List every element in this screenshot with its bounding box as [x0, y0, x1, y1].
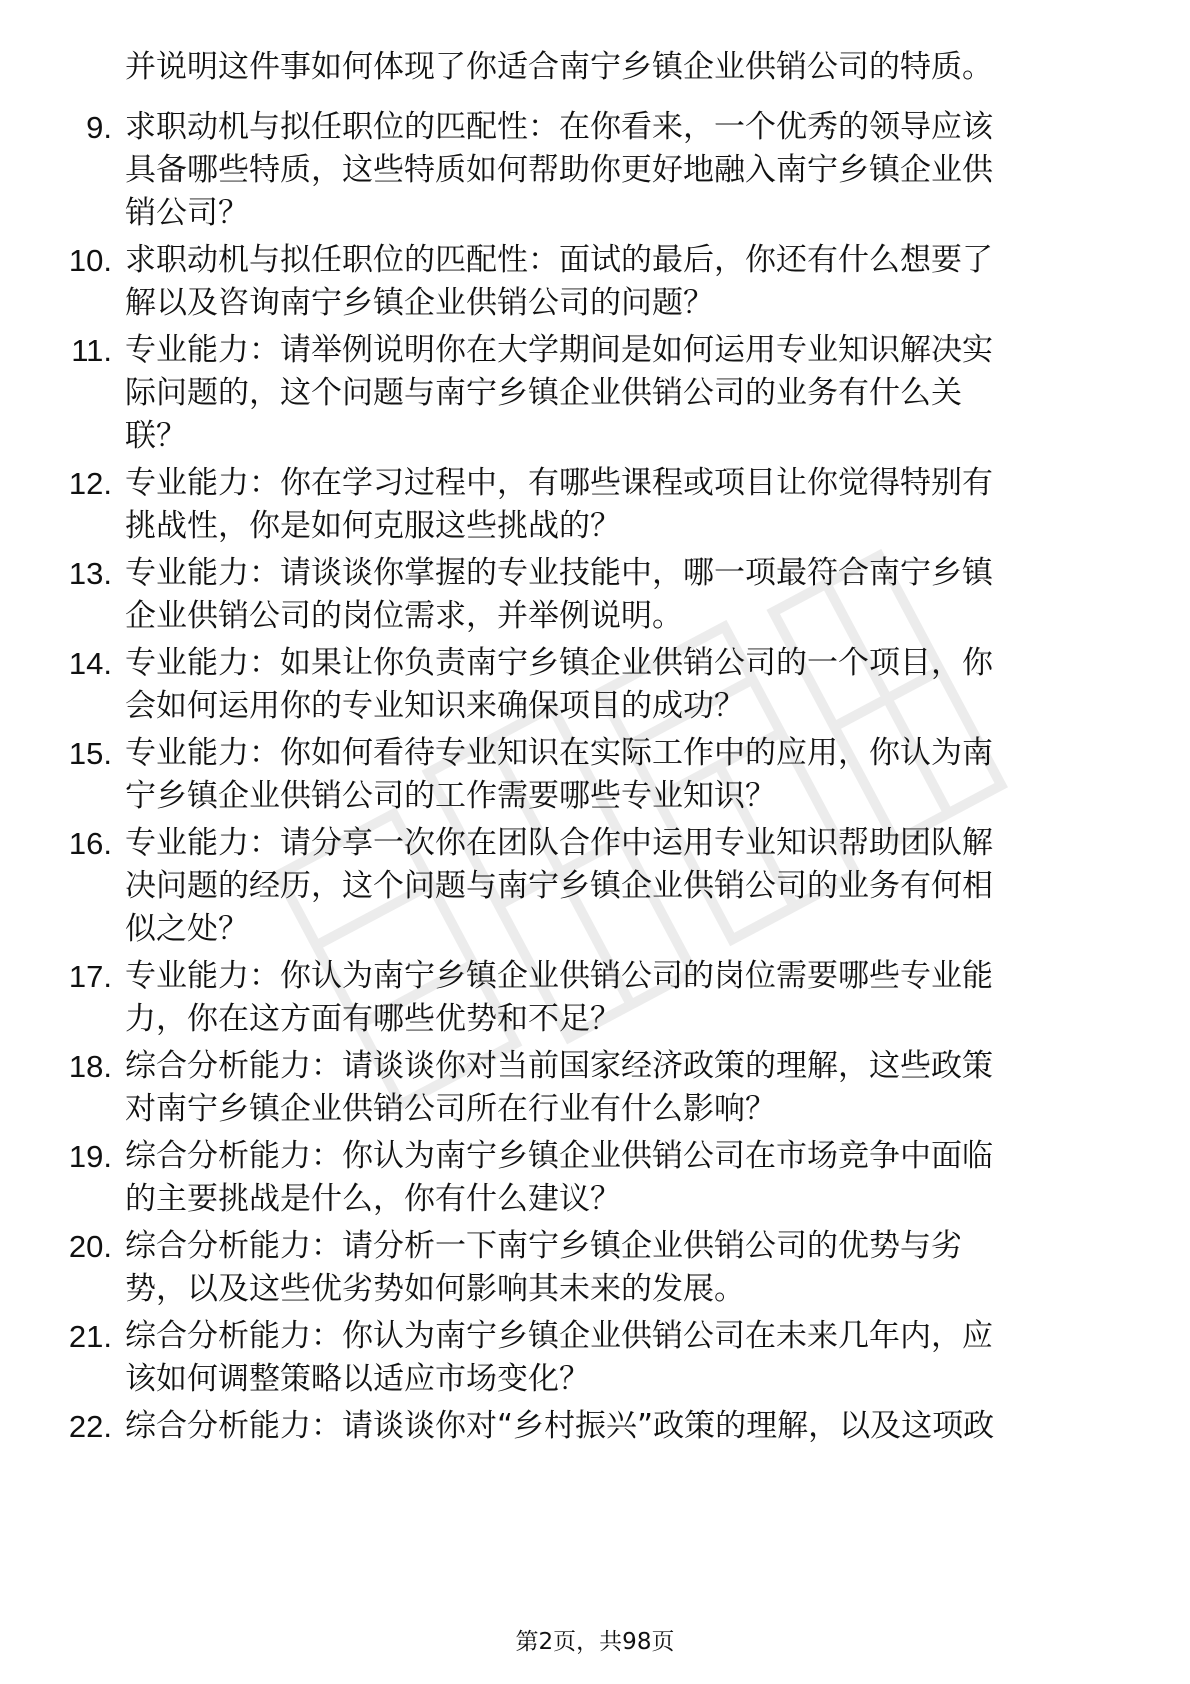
- question-line: 专业能力：请谈谈你掌握的专业技能中，哪一项最符合南宁乡镇: [125, 555, 993, 591]
- question-line: 势，以及这些优劣势如何影响其未来的发展。: [125, 1271, 745, 1307]
- question-text: [125, 1225, 1115, 1311]
- question-line: 专业能力：你在学习过程中，有哪些课程或项目让你觉得特别有: [125, 465, 993, 501]
- question-line: 综合分析能力：你认为南宁乡镇企业供销公司在未来几年内，应: [125, 1318, 993, 1354]
- question-line: 际问题的，这个问题与南宁乡镇企业供销公司的业务有什么关: [125, 375, 962, 411]
- question-number: 11.: [71, 333, 112, 368]
- question-number: 12.: [68, 466, 112, 501]
- question-text: [125, 1135, 1115, 1221]
- question-number: 21.: [68, 1319, 112, 1354]
- question-number: 9.: [86, 110, 112, 145]
- question-number: 10.: [68, 243, 112, 278]
- question-number: 16.: [68, 826, 112, 861]
- question-line: 解以及咨询南宁乡镇企业供销公司的问题？: [125, 285, 714, 321]
- question-line: 该如何调整策略以适应市场变化？: [125, 1361, 590, 1397]
- question-line: 综合分析能力：请谈谈你对“乡村振兴”政策的理解，以及这项政: [125, 1408, 995, 1444]
- question-text: [125, 329, 1115, 458]
- question-line: 专业能力：如果让你负责南宁乡镇企业供销公司的一个项目，你: [125, 645, 993, 681]
- question-number: 19.: [68, 1139, 112, 1174]
- question-line: 挑战性，你是如何克服这些挑战的？: [125, 508, 621, 544]
- question-text: [125, 1045, 1115, 1131]
- question-line: 联？: [125, 418, 187, 454]
- question-line: 力，你在这方面有哪些优势和不足？: [125, 1001, 621, 1037]
- question-text: [125, 552, 1115, 638]
- question-text: [125, 239, 1115, 325]
- question-line: 求职动机与拟任职位的匹配性：面试的最后，你还有什么想要了: [125, 242, 993, 278]
- question-text: [125, 955, 1115, 1041]
- question-line: 专业能力：你认为南宁乡镇企业供销公司的岗位需要哪些专业能: [125, 958, 993, 994]
- question-number: 14.: [68, 646, 112, 681]
- question-line: 决问题的经历，这个问题与南宁乡镇企业供销公司的业务有何相: [125, 868, 993, 904]
- question-text: [125, 1315, 1115, 1401]
- question-number: 20.: [68, 1229, 112, 1264]
- question-text: [125, 822, 1115, 951]
- page-footer: 第2页，共98页: [515, 1629, 675, 1655]
- question-line: 综合分析能力：请谈谈你对当前国家经济政策的理解，这些政策: [125, 1048, 993, 1084]
- question-line: 综合分析能力：请分析一下南宁乡镇企业供销公司的优势与劣: [125, 1228, 962, 1264]
- question-text: [125, 642, 1115, 728]
- question-number: 17.: [68, 959, 112, 994]
- question-line: 销公司？: [125, 195, 249, 231]
- question-line: 的主要挑战是什么，你有什么建议？: [125, 1181, 621, 1217]
- question-line: 专业能力：请分享一次你在团队合作中运用专业知识帮助团队解: [125, 825, 993, 861]
- question-line: 专业能力：你如何看待专业知识在实际工作中的应用，你认为南: [125, 735, 993, 771]
- question-line: 综合分析能力：你认为南宁乡镇企业供销公司在市场竞争中面临: [125, 1138, 993, 1174]
- continuation-text: 并说明这件事如何体现了你适合南宁乡镇企业供销公司的特质。: [125, 49, 993, 85]
- question-number: 15.: [68, 736, 112, 771]
- question-line: 企业供销公司的岗位需求，并举例说明。: [125, 598, 683, 634]
- question-line: 具备哪些特质，这些特质如何帮助你更好地融入南宁乡镇企业供: [125, 152, 993, 188]
- question-line: 专业能力：请举例说明你在大学期间是如何运用专业知识解决实: [125, 332, 993, 368]
- question-text: [125, 732, 1115, 818]
- question-text: [125, 462, 1115, 548]
- question-line: 宁乡镇企业供销公司的工作需要哪些专业知识？: [125, 778, 776, 814]
- question-text: [125, 1405, 1115, 1448]
- question-number: 13.: [68, 556, 112, 591]
- question-line: 求职动机与拟任职位的匹配性：在你看来，一个优秀的领导应该: [125, 109, 993, 145]
- question-line: 会如何运用你的专业知识来确保项目的成功？: [125, 688, 745, 724]
- question-number: 22.: [68, 1409, 112, 1444]
- question-text: [125, 106, 1115, 235]
- question-line: 似之处？: [125, 911, 249, 947]
- question-number: 18.: [68, 1049, 112, 1084]
- question-line: 对南宁乡镇企业供销公司所在行业有什么影响？: [125, 1091, 776, 1127]
